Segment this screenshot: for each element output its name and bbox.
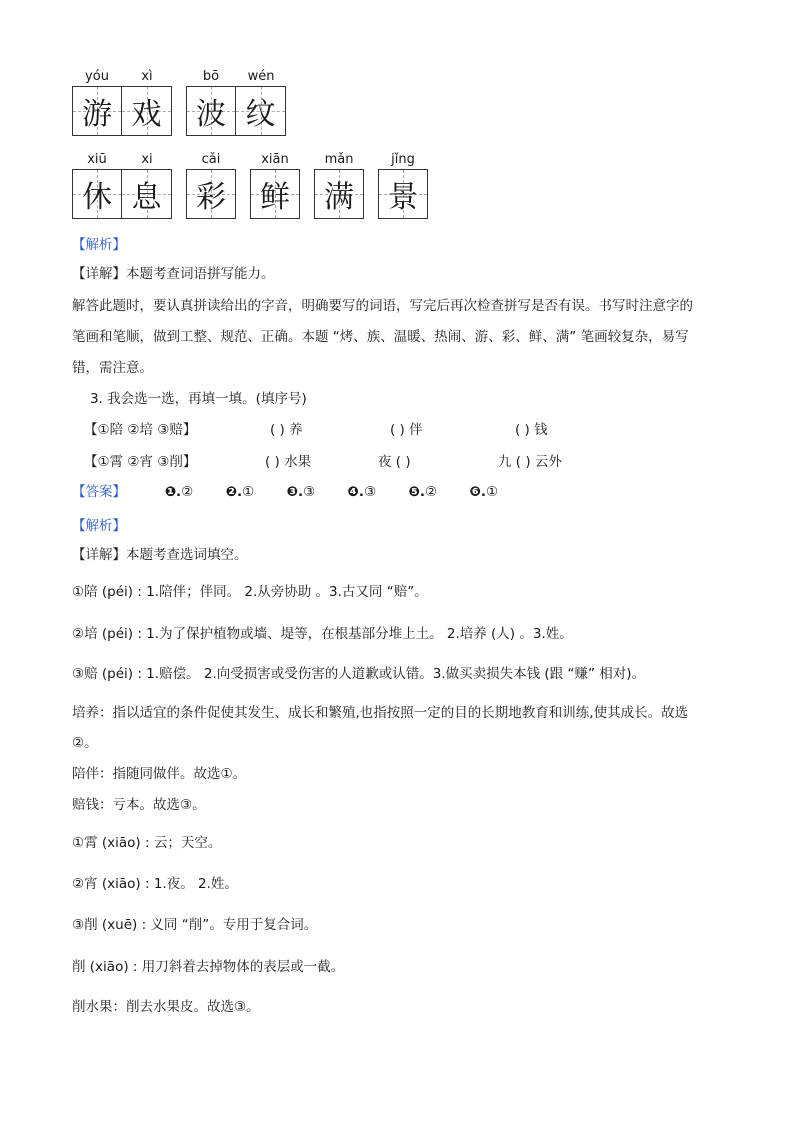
char-cell <box>122 151 172 219</box>
pinyin: mǎn <box>324 152 354 167</box>
pinyin: xi <box>141 152 153 167</box>
char-box: 景 <box>378 169 428 219</box>
explain-line: 削 (xiāo) : 用刀斜着去掉物体的表层或一截。 <box>72 959 345 975</box>
q3-row2-blank1: ( ) 水果 <box>265 454 312 470</box>
detail-tag-2: 【详解】 <box>72 547 126 563</box>
explain-line: ②宵 (xiāo) : 1.夜。 2.姓。 <box>72 876 238 892</box>
pinyin: bō <box>202 69 220 84</box>
explain-line: 培养：指以适宜的条件促使其发生、成长和繁殖,也指按照一定的目的长期地教育和训练,使其成长。故选 <box>72 705 689 721</box>
analysis-tag: 【解析】 <box>72 237 126 253</box>
answer-item: ❹.③ <box>347 484 377 500</box>
word-bowen <box>186 68 286 136</box>
detail-text-2: 本题考查选词填空。 <box>126 547 248 563</box>
writing-grid-row-2 <box>72 151 442 219</box>
q3-row1-blank2: ( ) 伴 <box>390 422 423 438</box>
pinyin: yóu <box>85 69 109 84</box>
explain-line: ③削 (xuē) : 义同 “削”。专用于复合词。 <box>72 917 318 933</box>
answer-item: ❸.③ <box>286 484 316 500</box>
explain-line: ③赔 (péi) : 1.赔偿。 2.向受损害或受伤害的人道歉或认错。3.做买卖损失本钱 (跟 “赚” 相对)。 <box>72 666 646 682</box>
explain-line: 陪伴：指随同做伴。故选①。 <box>72 766 247 782</box>
char-box: 休 <box>72 169 122 219</box>
explain-line: ①陪 (péi) : 1.陪伴；伴同。 2.从旁协助 。3.古又同 “赔”。 <box>72 584 428 600</box>
char-cell <box>236 68 286 136</box>
pinyin: wén <box>247 69 275 84</box>
detail-line <box>72 264 275 284</box>
explain-line: ①霄 (xiāo) : 云；天空。 <box>72 835 222 851</box>
char-cell <box>72 68 122 136</box>
q3-row2-blank2: 夜 ( ) <box>378 454 411 470</box>
detail-line-2 <box>72 545 248 565</box>
pinyin: xiān <box>261 152 289 167</box>
answer-item: ❶.② <box>164 484 194 500</box>
char-box: 息 <box>122 169 172 219</box>
pinyin: jǐng <box>391 152 415 167</box>
word-jing <box>378 151 428 219</box>
char-box: 彩 <box>186 169 236 219</box>
explain-line: ②培 (péi) : 1.为了保护植物或墙、堤等，在根基部分堆上土。 2.培养 (人) 。3.姓。 <box>72 626 573 642</box>
char-box: 满 <box>314 169 364 219</box>
char-cell <box>186 151 236 219</box>
para1-line1: 解答此题时，要认真拼读给出的字音，明确要写的词语，写完后再次检查拼写是否有误。书写时注意字的 <box>72 298 693 314</box>
explain-line: 削水果：削去水果皮。故选③。 <box>72 999 260 1015</box>
explain-line: 赔钱：亏本。故选③。 <box>72 797 206 813</box>
detail-tag: 【详解】 <box>72 266 126 282</box>
answer-line <box>72 482 526 502</box>
q3-row2-options: 【①霄 ②宵 ③削】 <box>84 454 197 470</box>
question-3-title: 3. 我会选一选，再填一填。(填序号) <box>90 391 307 407</box>
answer-item: ❷.① <box>225 484 255 500</box>
q3-row2-blank3: 九 ( ) 云外 <box>498 454 562 470</box>
answer-item: ❻.① <box>469 484 499 500</box>
word-man <box>314 151 364 219</box>
pinyin: xì <box>141 69 153 84</box>
char-cell <box>122 68 172 136</box>
char-cell <box>72 151 122 219</box>
word-cai <box>186 151 236 219</box>
answer-tag: 【答案】 <box>72 484 126 500</box>
word-xiuxi <box>72 151 172 219</box>
char-cell <box>186 68 236 136</box>
pinyin: cǎi <box>201 152 221 167</box>
writing-grid-row-1 <box>72 68 300 136</box>
para1-line2: 笔画和笔顺，做到工整、规范、正确。本题 “烤、族、温暖、热闹、游、彩、鲜、满” 笔画较复杂，易写 <box>72 329 689 345</box>
char-box: 戏 <box>122 86 172 136</box>
q3-row1-blank3: ( ) 钱 <box>515 422 548 438</box>
char-cell <box>250 151 300 219</box>
char-box: 纹 <box>236 86 286 136</box>
word-xian <box>250 151 300 219</box>
char-box: 游 <box>72 86 122 136</box>
explain-line: ②。 <box>72 735 98 751</box>
detail-text: 本题考查词语拼写能力。 <box>126 266 275 282</box>
answer-item: ❺.② <box>408 484 438 500</box>
pinyin: xiū <box>87 152 107 167</box>
char-cell <box>314 151 364 219</box>
char-box: 波 <box>186 86 236 136</box>
q3-row1-blank1: ( ) 养 <box>270 422 303 438</box>
char-cell <box>378 151 428 219</box>
analysis-tag-2: 【解析】 <box>72 518 126 534</box>
para1-line3: 错，需注意。 <box>72 360 153 376</box>
word-youxi <box>72 68 172 136</box>
q3-row1-options: 【①陪 ②培 ③赔】 <box>84 422 197 438</box>
char-box: 鲜 <box>250 169 300 219</box>
